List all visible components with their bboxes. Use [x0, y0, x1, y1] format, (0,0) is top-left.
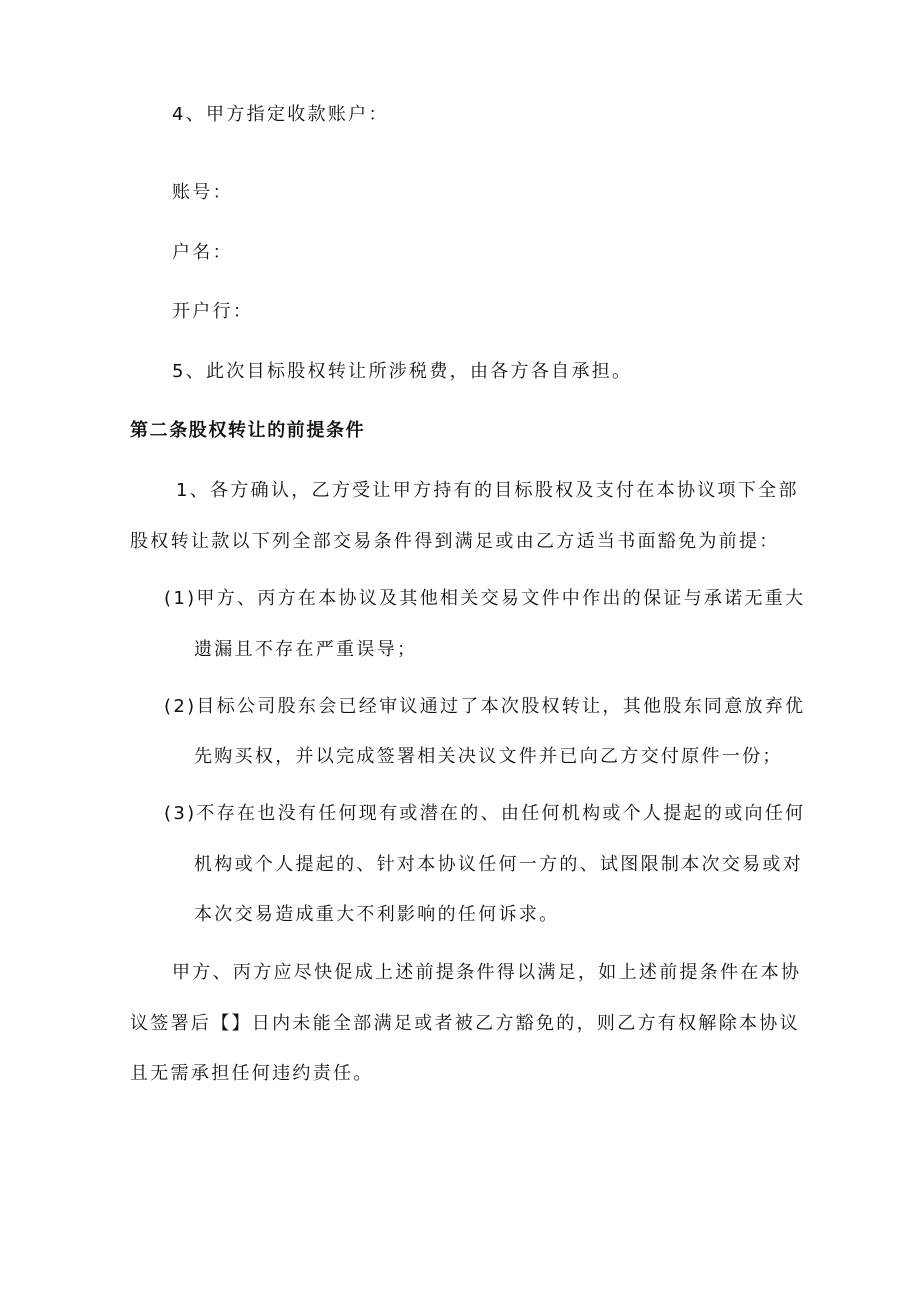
- condition2-line2: 先购买权，并以完成签署相关决议文件并已向乙方交付原件一份；: [194, 746, 783, 767]
- condition3-line1: (3)不存在也没有任何现有或潜在的、由任何机构或个人提起的或向任何: [164, 803, 806, 824]
- clause1-line1: 1、各方确认，乙方受让甲方持有的目标股权及支付在本协议项下全部: [176, 480, 799, 501]
- condition3-line2: 机构或个人提起的、针对本协议任何一方的、试图限制本次交易或对: [194, 854, 803, 875]
- condition3-line3: 本次交易造成重大不利影响的任何诉求。: [194, 904, 560, 925]
- item4-receiving-account-title: 4、甲方指定收款账户：: [172, 104, 389, 125]
- section-heading: 第二条股权转让的前提条件: [130, 420, 366, 441]
- condition2-line1: (2)目标公司股东会已经审议通过了本次股权转让，其他股东同意放弃优: [164, 696, 806, 717]
- account-name-label: 户名：: [172, 242, 233, 263]
- final-paragraph-line2: 议签署后【】日内未能全部满足或者被乙方豁免的，则乙方有权解除本协议: [130, 1013, 800, 1034]
- condition1-line2: 遗漏且不存在严重误导；: [194, 639, 418, 660]
- final-paragraph-line3: 且无需承担任何违约责任。: [130, 1063, 374, 1084]
- condition1-line1: (1)甲方、丙方在本协议及其他相关交易文件中作出的保证与承诺无重大: [164, 588, 806, 609]
- clause1-line2: 股权转让款以下列全部交易条件得到满足或由乙方适当书面豁免为前提：: [130, 531, 780, 552]
- bank-label: 开户行：: [172, 301, 254, 322]
- account-number-label: 账号：: [172, 182, 233, 203]
- item5-tax-clause: 5、此次目标股权转让所涉税费，由各方各自承担。: [172, 361, 633, 382]
- final-paragraph-line1: 甲方、丙方应尽快促成上述前提条件得以满足，如上述前提条件在本协: [172, 962, 802, 983]
